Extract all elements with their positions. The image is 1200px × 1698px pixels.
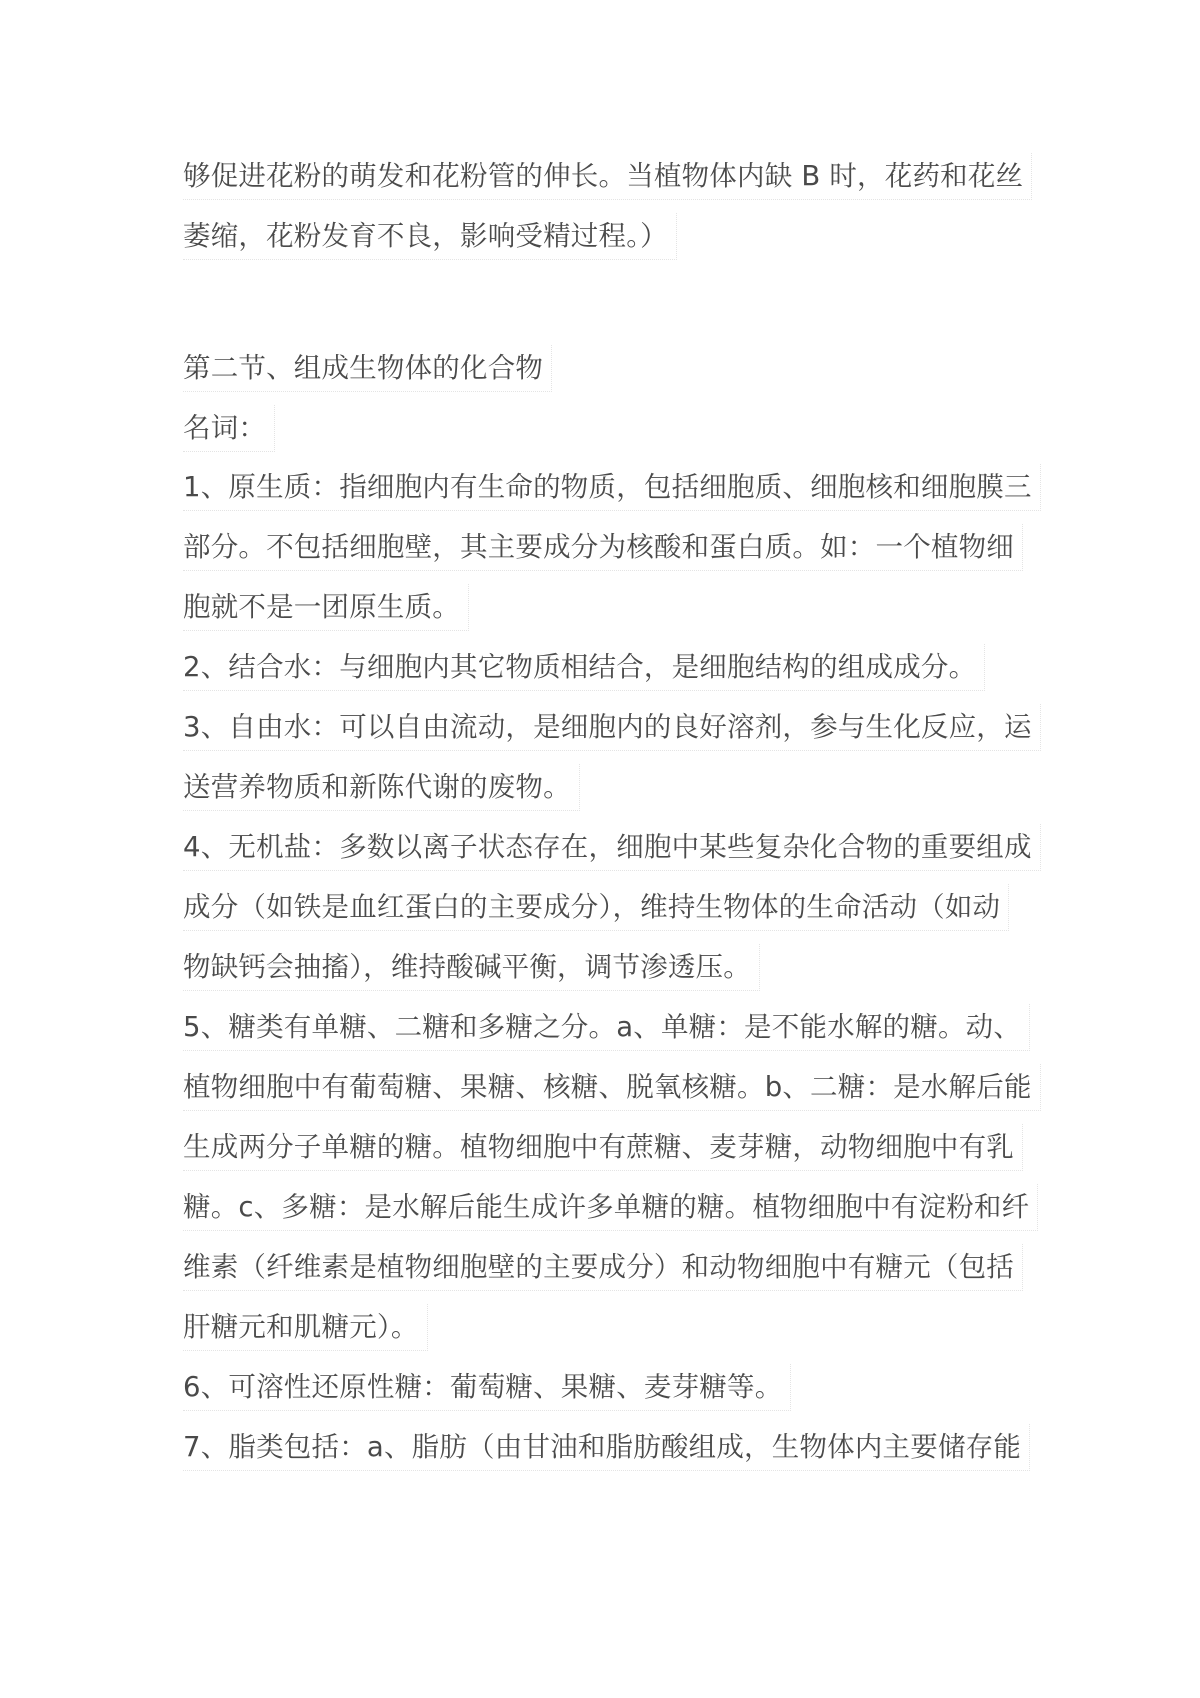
text-line — [183, 644, 985, 690]
text-line-content: 糖。c、多糖：是水解后能生成许多单糖的糖。植物细胞中有淀粉和纤 — [183, 1184, 1038, 1231]
text-line-content: 4、无机盐：多数以离子状态存在，细胞中某些复杂化合物的重要组成 — [183, 824, 1041, 871]
text-line-content: 物缺钙会抽搐），维持酸碱平衡，调节渗透压。 — [183, 944, 760, 991]
text-line-content: 部分。不包括细胞壁，其主要成分为核酸和蛋白质。如：一个植物细 — [183, 524, 1023, 571]
text-line-content: 送营养物质和新陈代谢的废物。 — [183, 764, 580, 811]
text-line-content: 胞就不是一团原生质。 — [183, 584, 469, 631]
text-line — [183, 944, 760, 990]
text-line — [183, 1424, 1030, 1470]
subheading — [183, 405, 275, 451]
text-line — [183, 213, 677, 259]
text-line-content: 5、糖类有单糖、二糖和多糖之分。a、单糖：是不能水解的糖。动、 — [183, 1004, 1030, 1051]
text-line — [183, 764, 580, 810]
text-line-content: 成分（如铁是血红蛋白的主要成分），维持生物体的生命活动（如动 — [183, 884, 1009, 931]
section-heading-text: 第二节、组成生物体的化合物 — [183, 345, 552, 392]
text-line — [183, 1304, 428, 1350]
subheading-text: 名词： — [183, 405, 275, 452]
text-line-content: 够促进花粉的萌发和花粉管的伸长。当植物体内缺 B 时，花药和花丝 — [183, 153, 1032, 200]
text-line — [183, 1244, 1023, 1290]
text-line — [183, 884, 1009, 930]
text-line-content: 1、原生质：指细胞内有生命的物质，包括细胞质、细胞核和细胞膜三 — [183, 464, 1041, 511]
text-line — [183, 1364, 791, 1410]
text-line — [183, 704, 1041, 750]
text-line — [183, 1004, 1030, 1050]
text-line — [183, 153, 1032, 199]
section-heading — [183, 345, 552, 391]
text-line — [183, 1184, 1038, 1230]
text-line-content: 3、自由水：可以自由流动，是细胞内的良好溶剂，参与生化反应，运 — [183, 704, 1041, 751]
text-line — [183, 524, 1023, 570]
text-line-content: 6、可溶性还原性糖：葡萄糖、果糖、麦芽糖等。 — [183, 1364, 791, 1411]
text-line-content: 肝糖元和肌糖元）。 — [183, 1304, 428, 1351]
text-line — [183, 1124, 1023, 1170]
text-line — [183, 1064, 1041, 1110]
text-line-content: 7、脂类包括：a、脂肪（由甘油和脂肪酸组成，生物体内主要储存能 — [183, 1424, 1030, 1471]
text-line — [183, 584, 469, 630]
text-line — [183, 824, 1041, 870]
text-line-content: 生成两分子单糖的糖。植物细胞中有蔗糖、麦芽糖，动物细胞中有乳 — [183, 1124, 1023, 1171]
text-line-content: 维素（纤维素是植物细胞壁的主要成分）和动物细胞中有糖元（包括 — [183, 1244, 1023, 1291]
text-line-content: 2、结合水：与细胞内其它物质相结合，是细胞结构的组成成分。 — [183, 644, 985, 691]
text-line-content: 萎缩，花粉发育不良，影响受精过程。） — [183, 213, 677, 260]
text-line-content: 植物细胞中有葡萄糖、果糖、核糖、脱氧核糖。b、二糖：是水解后能 — [183, 1064, 1041, 1111]
text-line — [183, 464, 1041, 510]
